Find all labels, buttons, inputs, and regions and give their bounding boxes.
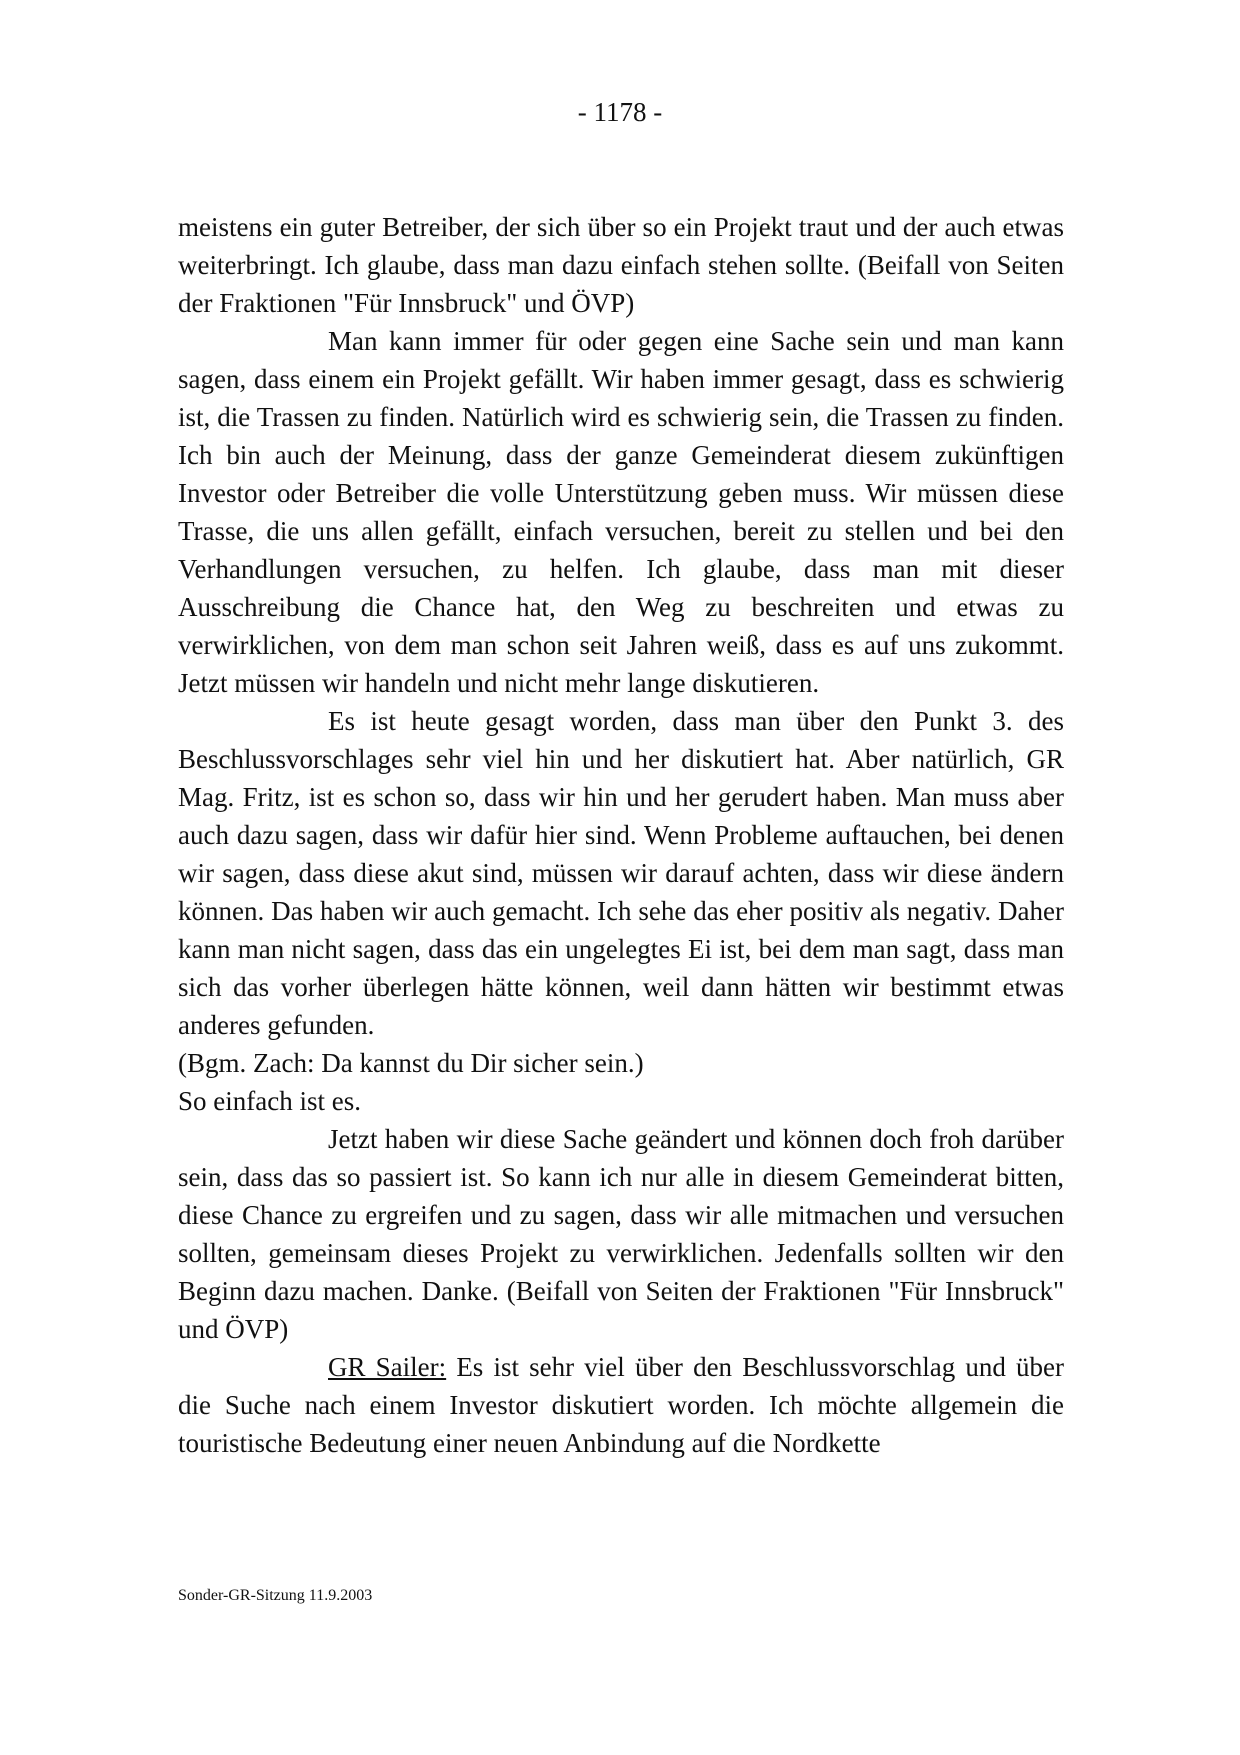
paragraph-support: Man kann immer für oder gegen eine Sache sein und man kann sagen, dass einem ein Projekt gefällt. Wir haben immer gesagt, dass es schwierig ist, die Trassen zu finden. Natürlich wird es schwierig sein, die Trassen zu finden. Ich bin auch der Meinung, dass der ganze Gemeinderat diesem zukünftigen Investor oder Betreiber die volle Unterstützung geben muss. Wir müssen diese Trasse, die uns allen gefällt, einfach versuchen, bereit zu stellen und bei den Verhandlungen versuchen, zu helfen. Ich glaube, dass man mit dieser Ausschreibung die Chance hat, den Weg zu beschreiten und etwas zu verwirklichen, von dem man schon seit Jahren weiß, dass es auf uns zukommt. Jetzt müssen wir handeln und nicht mehr lange diskutieren. bbox=[178, 326, 1064, 698]
paragraph-short-remark: So einfach ist es. bbox=[178, 1086, 361, 1116]
document-body bbox=[178, 208, 1064, 1462]
speaker-name: GR Sailer: bbox=[328, 1352, 447, 1382]
speaker-statement: Es ist sehr viel über den Beschlussvorschlag und über die Suche nach einem Investor diskutiert worden. Ich möchte allgemein die touristische Bedeutung einer neuen Anbindung auf die Nordkette bbox=[178, 1352, 1064, 1458]
footer-session-label: Sonder-GR-Sitzung 11.9.2003 bbox=[178, 1587, 373, 1604]
paragraph-continuation: meistens ein guter Betreiber, der sich über so ein Projekt traut und der auch etwas weiterbringt. Ich glaube, dass man dazu einfach stehen sollte. (Beifall von Seiten der Fraktionen "Für Innsbruck" und ÖVP) bbox=[178, 212, 1064, 318]
paragraph-punkt-3: Es ist heute gesagt worden, dass man über den Punkt 3. des Beschlussvorschlages sehr viel hin und her diskutiert hat. Aber natürlich, GR Mag. Fritz, ist es schon so, dass wir hin und her gerudert haben. Man muss aber auch dazu sagen, dass wir dafür hier sind. Wenn Probleme auftauchen, bei denen wir sagen, dass diese akut sind, müssen wir darauf achten, dass wir diese ändern können. Das haben wir auch gemacht. Ich sehe das eher positiv als negativ. Daher kann man nicht sagen, dass das ein ungelegtes Ei ist, bei dem man sagt, dass man sich das vorher überlegen hätte können, weil dann hätten wir bestimmt etwas anderes gefunden. bbox=[178, 706, 1064, 1040]
page-number: - 1178 - bbox=[577, 97, 663, 127]
paragraph-closing-appeal: Jetzt haben wir diese Sache geändert und können doch froh darüber sein, dass das so passiert ist. So kann ich nur alle in diesem Gemeinderat bitten, diese Chance zu ergreifen und zu sagen, dass wir alle mitmachen und versuchen sollten, gemeinsam dieses Projekt zu verwirklichen. Jedenfalls sollten wir den Beginn dazu machen. Danke. (Beifall von Seiten der Fraktionen "Für Innsbruck" und ÖVP) bbox=[178, 1124, 1064, 1344]
interjection: (Bgm. Zach: Da kannst du Dir sicher sein.) bbox=[178, 1048, 644, 1078]
paragraph-gr-sailer bbox=[178, 1348, 1064, 1462]
